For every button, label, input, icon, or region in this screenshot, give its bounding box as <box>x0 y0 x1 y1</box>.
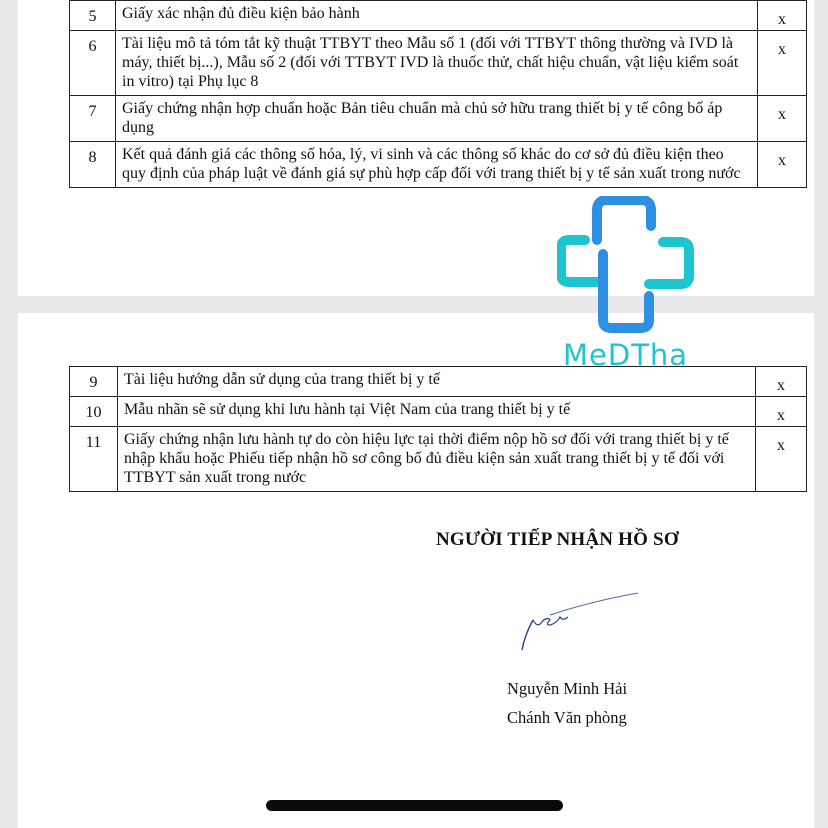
row-number: 7 <box>70 96 116 142</box>
row-mark: x <box>758 1 807 31</box>
table-row <box>70 31 807 96</box>
row-mark: x <box>758 31 807 96</box>
signer-title: Chánh Văn phòng <box>507 708 627 727</box>
row-number: 6 <box>70 31 116 96</box>
row-number: 9 <box>70 367 118 397</box>
row-number: 8 <box>70 142 116 188</box>
row-mark: x <box>756 427 807 492</box>
row-text: Giấy chứng nhận hợp chuẩn hoặc Bản tiêu chuẩn mà chủ sở hữu trang thiết bị y tế công bố áp dụng <box>116 96 758 142</box>
table-row <box>70 427 807 492</box>
document-table-top <box>69 0 807 188</box>
row-text: Tài liệu hướng dẫn sử dụng của trang thiết bị y tế <box>118 367 756 397</box>
row-mark: x <box>758 96 807 142</box>
document-table-bottom <box>69 366 807 492</box>
row-text: Giấy chứng nhận lưu hành tự do còn hiệu lực tại thời điểm nộp hồ sơ đối với trang thiết bị y tế nhập khẩu hoặc Phiếu tiếp nhận hồ sơ công bố đủ điều kiện sản xuất trang thiết bị y tế đối với TTBYT sản xuất trong nước <box>118 427 756 492</box>
row-number: 10 <box>70 397 118 427</box>
receiver-heading: NGƯỜI TIẾP NHẬN HỒ SƠ <box>436 529 679 550</box>
row-text: Kết quả đánh giá các thông số hóa, lý, vi sinh và các thông số khác do cơ sở đủ điều kiện theo quy định của pháp luật về đánh giá sự phù hợp cấp đối với trang thiết bị y tế sản xuất trong nước <box>116 142 758 188</box>
row-number: 11 <box>70 427 118 492</box>
signature-image <box>514 589 644 655</box>
row-text: Mẫu nhãn sẽ sử dụng khi lưu hành tại Việt Nam của trang thiết bị y tế <box>118 397 756 427</box>
medical-cross-icon <box>557 196 697 336</box>
row-text: Tài liệu mô tả tóm tắt kỹ thuật TTBYT theo Mẫu số 1 (đối với TTBYT thông thường và IVD là máy, thiết bị...), Mẫu số 2 (đối với TTBYT IVD là thuốc thử, chất hiệu chuẩn, vật liệu kiểm soát in vitro) tại Phụ lục 8 <box>116 31 758 96</box>
row-text: Giấy xác nhận đủ điều kiện bảo hành <box>116 1 758 31</box>
signer-name: Nguyễn Minh Hải <box>507 679 628 698</box>
row-number: 5 <box>70 1 116 31</box>
document-page-2 <box>18 313 814 828</box>
table-row <box>70 397 807 427</box>
row-mark: x <box>756 397 807 427</box>
row-mark: x <box>756 367 807 397</box>
table-row <box>70 142 807 188</box>
home-indicator[interactable] <box>266 800 563 811</box>
watermark-text: MeDTha <box>563 338 689 372</box>
medtha-watermark <box>557 196 697 381</box>
table-row <box>70 96 807 142</box>
table-row <box>70 1 807 31</box>
row-mark: x <box>758 142 807 188</box>
